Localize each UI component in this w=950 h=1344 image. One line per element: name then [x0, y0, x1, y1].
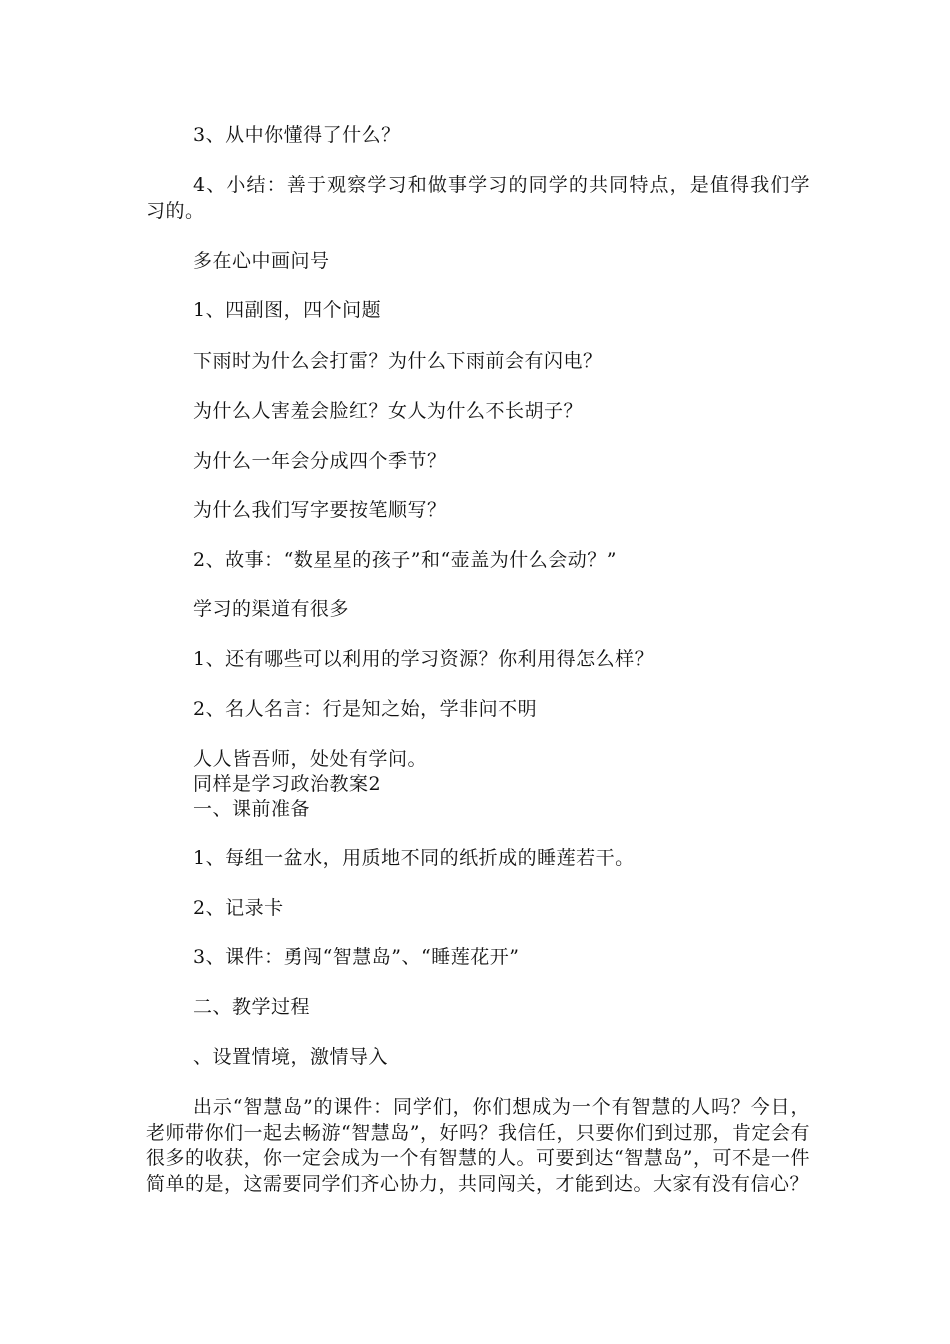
question-line: 3、从中你懂得了什么？ [193, 124, 401, 146]
list-item: 2、故事：“数星星的孩子”和“壶盖为什么会动？” [193, 549, 617, 571]
list-item: 3、课件：勇闯“智慧岛”、“睡莲花开” [193, 946, 520, 968]
section-heading: 学习的渠道有很多 [193, 598, 350, 620]
list-item: 1、四副图，四个问题 [193, 299, 382, 321]
quote-line: 人人皆吾师，处处有学问。 [193, 748, 428, 770]
section-heading: 二、教学过程 [193, 996, 311, 1018]
document-title: 同样是学习政治教案2 [193, 773, 382, 795]
section-heading: 多在心中画问号 [193, 250, 330, 272]
question-line: 为什么人害羞会脸红？女人为什么不长胡子？ [193, 400, 584, 422]
list-item: 2、记录卡 [193, 897, 284, 919]
list-item: 2、名人名言：行是知之始，学非问不明 [193, 698, 538, 720]
subsection-heading: 、设置情境，激情导入 [193, 1046, 389, 1068]
question-line: 为什么我们写字要按笔顺写？ [193, 499, 447, 521]
list-item: 1、还有哪些可以利用的学习资源？你利用得怎么样？ [193, 648, 655, 670]
intro-paragraph: 出示“智慧岛”的课件：同学们，你们想成为一个有智慧的人吗？今日，老师带你们一起去畅游“智慧岛”，好吗？我信任，只要你们到过那，肯定会有很多的收获，你一定会成为一个有智慧的人。可要到达“智慧岛”，可不是一件简单的是，这需要同学们齐心协力，共同闯关，才能到达。大家有没有信心？ [146, 1096, 810, 1195]
summary-paragraph: 4、小结：善于观察学习和做事学习的同学的共同特点，是值得我们学习的。 [146, 174, 810, 222]
section-heading: 一、课前准备 [193, 798, 311, 820]
question-line: 下雨时为什么会打雷？为什么下雨前会有闪电？ [193, 350, 603, 372]
list-item: 1、每组一盆水，用质地不同的纸折成的睡莲若干。 [193, 847, 635, 869]
question-line: 为什么一年会分成四个季节？ [193, 450, 447, 472]
